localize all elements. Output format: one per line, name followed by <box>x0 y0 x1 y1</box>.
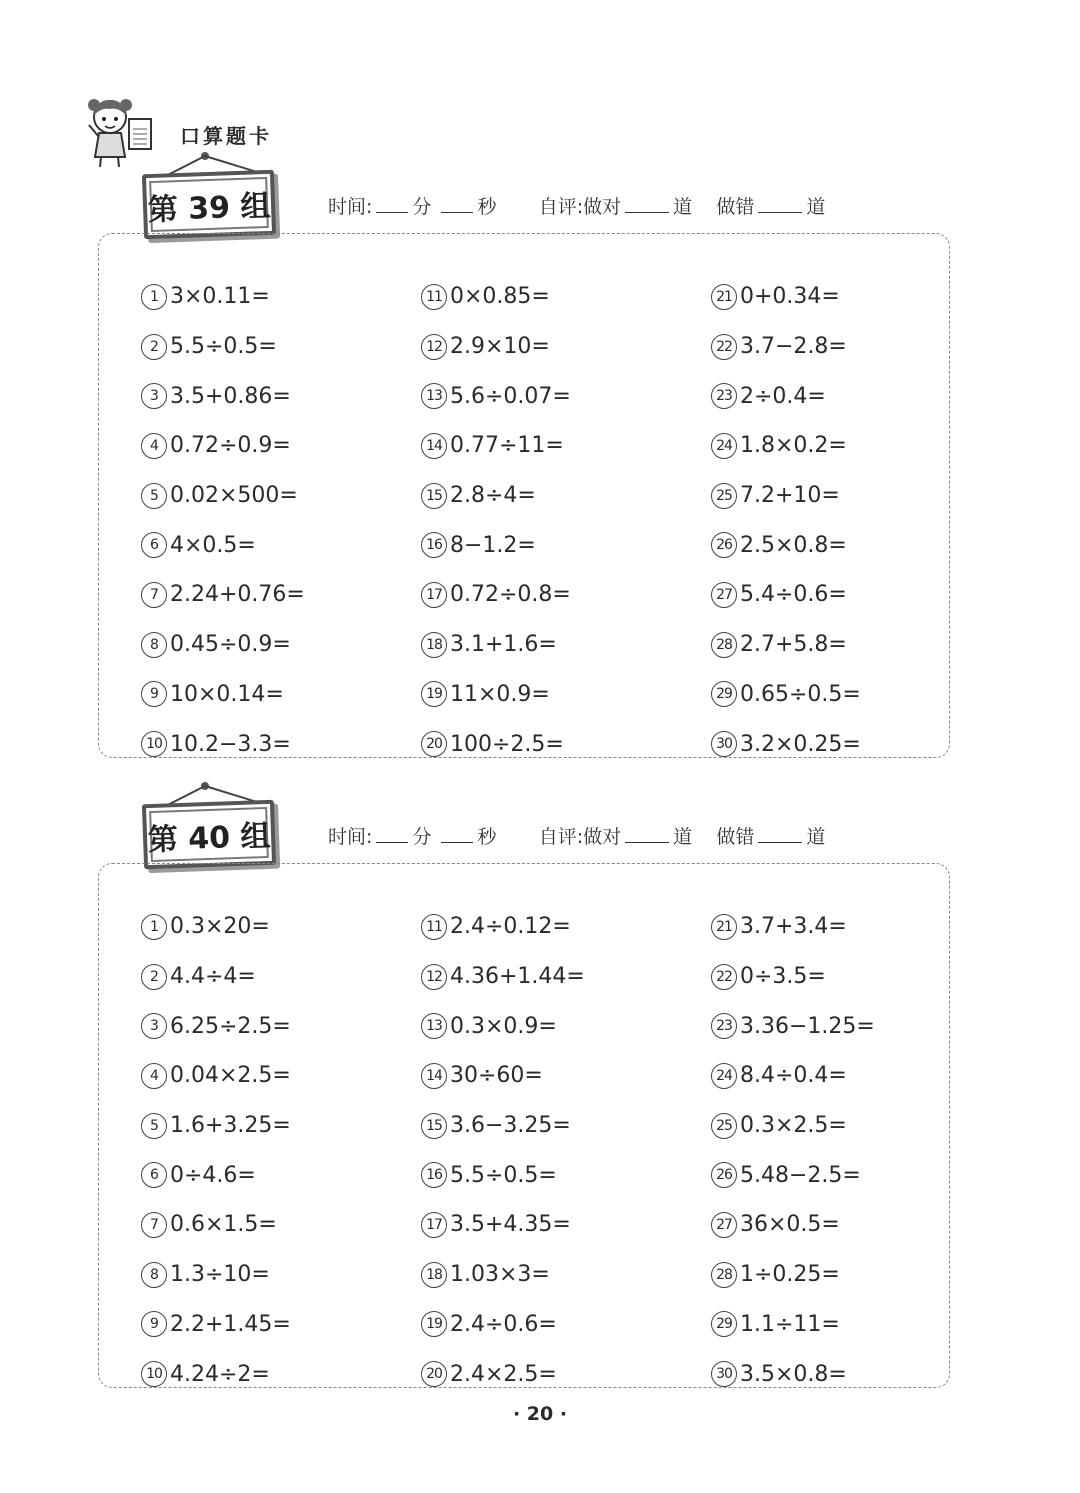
problem-expression: 0.77÷11= <box>450 433 564 459</box>
second-blank[interactable] <box>441 210 473 213</box>
problem-expression: 36×0.5= <box>740 1212 840 1238</box>
problem-item <box>421 719 571 769</box>
problem-number: 21 <box>711 284 737 310</box>
problem-expression: 3.6−3.25= <box>450 1113 571 1139</box>
problem-number: 2 <box>141 334 167 360</box>
problem-item <box>711 371 861 421</box>
problem-number: 22 <box>711 334 737 360</box>
problem-expression: 8−1.2= <box>450 532 536 558</box>
problem-item <box>141 1101 291 1151</box>
second-label: 秒 <box>477 826 497 848</box>
problem-column <box>141 272 305 769</box>
unit-label: 道 <box>673 826 693 848</box>
problem-expression: 100÷2.5= <box>450 731 564 757</box>
problem-item <box>711 952 875 1002</box>
problem-item <box>711 1051 875 1101</box>
problem-number: 9 <box>141 1311 167 1337</box>
time-label: 时间: <box>328 826 373 848</box>
problem-expression: 3×0.11= <box>170 284 270 310</box>
problem-number: 8 <box>141 1262 167 1288</box>
problem-item <box>711 1001 875 1051</box>
problem-box <box>98 233 950 758</box>
problem-number: 16 <box>421 1162 447 1188</box>
problem-item <box>421 1051 585 1101</box>
problem-expression: 0÷3.5= <box>740 964 826 990</box>
problem-expression: 3.7−2.8= <box>740 334 847 360</box>
problem-item <box>711 421 861 471</box>
problem-number: 26 <box>711 1162 737 1188</box>
problem-number: 28 <box>711 632 737 658</box>
problem-number: 7 <box>141 582 167 608</box>
problem-number: 3 <box>141 383 167 409</box>
problem-number: 4 <box>141 433 167 459</box>
problem-item <box>711 719 861 769</box>
problem-number: 6 <box>141 1162 167 1188</box>
problem-expression: 1.6+3.25= <box>170 1113 291 1139</box>
problem-item <box>421 1250 585 1300</box>
problem-item <box>141 719 305 769</box>
problem-item <box>421 1001 585 1051</box>
second-label: 秒 <box>477 196 497 218</box>
group-label-frame <box>142 170 276 240</box>
problem-number: 18 <box>421 1262 447 1288</box>
problem-item <box>421 902 585 952</box>
problem-expression: 0.3×2.5= <box>740 1113 847 1139</box>
problem-expression: 1÷0.25= <box>740 1262 840 1288</box>
problem-number: 24 <box>711 433 737 459</box>
problem-number: 6 <box>141 532 167 558</box>
problem-item <box>711 570 861 620</box>
problem-item <box>421 1200 585 1250</box>
minute-label: 分 <box>412 196 432 218</box>
problem-item <box>141 570 305 620</box>
problem-number: 11 <box>421 284 447 310</box>
problem-expression: 3.5+0.86= <box>170 383 291 409</box>
problem-expression: 0.72÷0.8= <box>450 582 571 608</box>
problem-column <box>711 902 875 1399</box>
problem-number: 17 <box>421 582 447 608</box>
problem-item <box>421 1300 585 1350</box>
problem-expression: 2.8÷4= <box>450 483 536 509</box>
problem-number: 29 <box>711 681 737 707</box>
problem-number: 3 <box>141 1013 167 1039</box>
time-label: 时间: <box>328 196 373 218</box>
problem-item <box>421 952 585 1002</box>
problem-number: 23 <box>711 1013 737 1039</box>
problem-item <box>711 1101 875 1151</box>
problem-item <box>711 1300 875 1350</box>
problem-expression: 2.24+0.76= <box>170 582 305 608</box>
problem-expression: 0.04×2.5= <box>170 1063 291 1089</box>
problem-number: 14 <box>421 1063 447 1089</box>
problem-expression: 10×0.14= <box>170 681 284 707</box>
wrong-label: 做错 <box>716 826 755 848</box>
problem-item <box>421 670 571 720</box>
problem-item <box>421 421 571 471</box>
problem-expression: 2.4÷0.6= <box>450 1311 557 1337</box>
problem-item <box>141 272 305 322</box>
unit-label: 道 <box>806 826 826 848</box>
problem-item <box>711 670 861 720</box>
problem-item <box>141 1051 291 1101</box>
problem-number: 28 <box>711 1262 737 1288</box>
wrong-label: 做错 <box>716 196 755 218</box>
problem-expression: 0.65÷0.5= <box>740 681 861 707</box>
problem-number: 15 <box>421 1113 447 1139</box>
problem-expression: 3.7+3.4= <box>740 914 847 940</box>
problem-expression: 3.5×0.8= <box>740 1361 847 1387</box>
problem-expression: 4×0.5= <box>170 532 256 558</box>
problem-item <box>141 1001 291 1051</box>
problem-number: 5 <box>141 483 167 509</box>
problem-expression: 4.4÷4= <box>170 964 256 990</box>
problem-number: 17 <box>421 1212 447 1238</box>
problem-number: 12 <box>421 964 447 990</box>
problem-item <box>711 322 861 372</box>
problem-number: 27 <box>711 582 737 608</box>
problem-item <box>421 471 571 521</box>
problem-number: 1 <box>141 284 167 310</box>
problem-expression: 3.5+4.35= <box>450 1212 571 1238</box>
problem-number: 30 <box>711 1361 737 1387</box>
wrong-count-blank[interactable] <box>758 210 802 213</box>
minute-blank[interactable] <box>376 840 408 843</box>
problem-item <box>141 471 305 521</box>
problem-number: 1 <box>141 914 167 940</box>
problem-column <box>421 902 585 1399</box>
problem-item <box>711 1349 875 1399</box>
problem-expression: 3.36−1.25= <box>740 1013 875 1039</box>
problem-number: 10 <box>141 1361 167 1387</box>
problem-item <box>711 1200 875 1250</box>
problem-number: 22 <box>711 964 737 990</box>
self-eval-bar <box>328 192 825 219</box>
problem-expression: 1.03×3= <box>450 1262 550 1288</box>
problem-expression: 3.2×0.25= <box>740 731 861 757</box>
problem-column <box>711 272 861 769</box>
problem-expression: 11×0.9= <box>450 681 550 707</box>
problem-item <box>711 520 861 570</box>
problem-item <box>421 1349 585 1399</box>
problem-expression: 2.9×10= <box>450 334 550 360</box>
problem-expression: 3.1+1.6= <box>450 632 557 658</box>
problem-expression: 0.3×20= <box>170 914 270 940</box>
unit-label: 道 <box>806 196 826 218</box>
problem-item <box>141 952 291 1002</box>
problem-item <box>711 620 861 670</box>
group-label: 第 40 组 <box>149 807 269 862</box>
problem-item <box>141 371 305 421</box>
problem-number: 4 <box>141 1063 167 1089</box>
problem-expression: 5.4÷0.6= <box>740 582 847 608</box>
wrong-count-blank[interactable] <box>758 840 802 843</box>
problem-expression: 0.02×500= <box>170 483 298 509</box>
problem-item <box>421 1150 585 1200</box>
self-eval-bar <box>328 822 825 849</box>
problem-number: 20 <box>421 1361 447 1387</box>
problem-number: 5 <box>141 1113 167 1139</box>
group-label: 第 39 组 <box>149 177 269 232</box>
problem-number: 27 <box>711 1212 737 1238</box>
problem-expression: 0÷4.6= <box>170 1162 256 1188</box>
problem-expression: 0.72÷0.9= <box>170 433 291 459</box>
problem-item <box>141 1150 291 1200</box>
problem-expression: 1.8×0.2= <box>740 433 847 459</box>
problem-item <box>141 1300 291 1350</box>
problem-expression: 0.6×1.5= <box>170 1212 277 1238</box>
problem-item <box>141 1250 291 1300</box>
problem-expression: 4.36+1.44= <box>450 964 585 990</box>
problem-item <box>141 902 291 952</box>
problem-number: 26 <box>711 532 737 558</box>
problem-item <box>421 371 571 421</box>
problem-expression: 2÷0.4= <box>740 383 826 409</box>
problem-number: 23 <box>711 383 737 409</box>
problem-expression: 0.45÷0.9= <box>170 632 291 658</box>
unit-label: 道 <box>673 196 693 218</box>
problem-number: 13 <box>421 1013 447 1039</box>
problem-expression: 5.48−2.5= <box>740 1162 861 1188</box>
problem-number: 20 <box>421 731 447 757</box>
problem-number: 29 <box>711 1311 737 1337</box>
problem-expression: 2.4×2.5= <box>450 1361 557 1387</box>
problem-item <box>421 620 571 670</box>
problem-number: 21 <box>711 914 737 940</box>
problem-item <box>421 322 571 372</box>
problem-item <box>141 670 305 720</box>
problem-item <box>421 570 571 620</box>
problem-number: 16 <box>421 532 447 558</box>
problem-item <box>421 520 571 570</box>
problem-item <box>141 520 305 570</box>
group-label-frame <box>142 800 276 870</box>
problem-expression: 6.25÷2.5= <box>170 1013 291 1039</box>
problem-number: 30 <box>711 731 737 757</box>
problem-column <box>421 272 571 769</box>
problem-item <box>711 1150 875 1200</box>
problem-number: 14 <box>421 433 447 459</box>
card-title: 口算题卡 <box>180 124 272 148</box>
problem-item <box>141 620 305 670</box>
problem-number: 19 <box>421 681 447 707</box>
problem-item <box>421 1101 585 1151</box>
problem-expression: 30÷60= <box>450 1063 543 1089</box>
correct-count-blank[interactable] <box>625 210 669 213</box>
problem-number: 15 <box>421 483 447 509</box>
problem-number: 11 <box>421 914 447 940</box>
problem-number: 18 <box>421 632 447 658</box>
problem-expression: 0+0.34= <box>740 284 840 310</box>
problem-expression: 10.2−3.3= <box>170 731 291 757</box>
minute-label: 分 <box>412 826 432 848</box>
problem-number: 12 <box>421 334 447 360</box>
problem-number: 7 <box>141 1212 167 1238</box>
problem-item <box>711 1250 875 1300</box>
problem-expression: 2.4÷0.12= <box>450 914 571 940</box>
problem-expression: 2.2+1.45= <box>170 1311 291 1337</box>
problem-box <box>98 863 950 1388</box>
problem-expression: 8.4÷0.4= <box>740 1063 847 1089</box>
page-number: · 20 · <box>512 1403 568 1425</box>
problem-expression: 5.6÷0.07= <box>450 383 571 409</box>
problem-expression: 5.5÷0.5= <box>170 334 277 360</box>
minute-blank[interactable] <box>376 210 408 213</box>
problem-item <box>141 421 305 471</box>
problem-number: 2 <box>141 964 167 990</box>
problem-item <box>141 1349 291 1399</box>
problem-expression: 7.2+10= <box>740 483 840 509</box>
problem-expression: 5.5÷0.5= <box>450 1162 557 1188</box>
problem-number: 9 <box>141 681 167 707</box>
problem-expression: 1.3÷10= <box>170 1262 270 1288</box>
problem-number: 25 <box>711 483 737 509</box>
problem-expression: 2.5×0.8= <box>740 532 847 558</box>
problem-number: 19 <box>421 1311 447 1337</box>
problem-item <box>141 1200 291 1250</box>
problem-number: 8 <box>141 632 167 658</box>
problem-item <box>711 272 861 322</box>
problem-expression: 2.7+5.8= <box>740 632 847 658</box>
problem-item <box>711 471 861 521</box>
problem-expression: 1.1÷11= <box>740 1311 840 1337</box>
problem-expression: 0.3×0.9= <box>450 1013 557 1039</box>
problem-item <box>421 272 571 322</box>
problem-column <box>141 902 291 1399</box>
problem-item <box>141 322 305 372</box>
problem-expression: 0×0.85= <box>450 284 550 310</box>
self-eval-label: 自评:做对 <box>538 196 622 218</box>
problem-expression: 4.24÷2= <box>170 1361 270 1387</box>
problem-number: 24 <box>711 1063 737 1089</box>
self-eval-label: 自评:做对 <box>538 826 622 848</box>
correct-count-blank[interactable] <box>625 840 669 843</box>
problem-number: 13 <box>421 383 447 409</box>
problem-number: 25 <box>711 1113 737 1139</box>
second-blank[interactable] <box>441 840 473 843</box>
problem-number: 10 <box>141 731 167 757</box>
problem-item <box>711 902 875 952</box>
